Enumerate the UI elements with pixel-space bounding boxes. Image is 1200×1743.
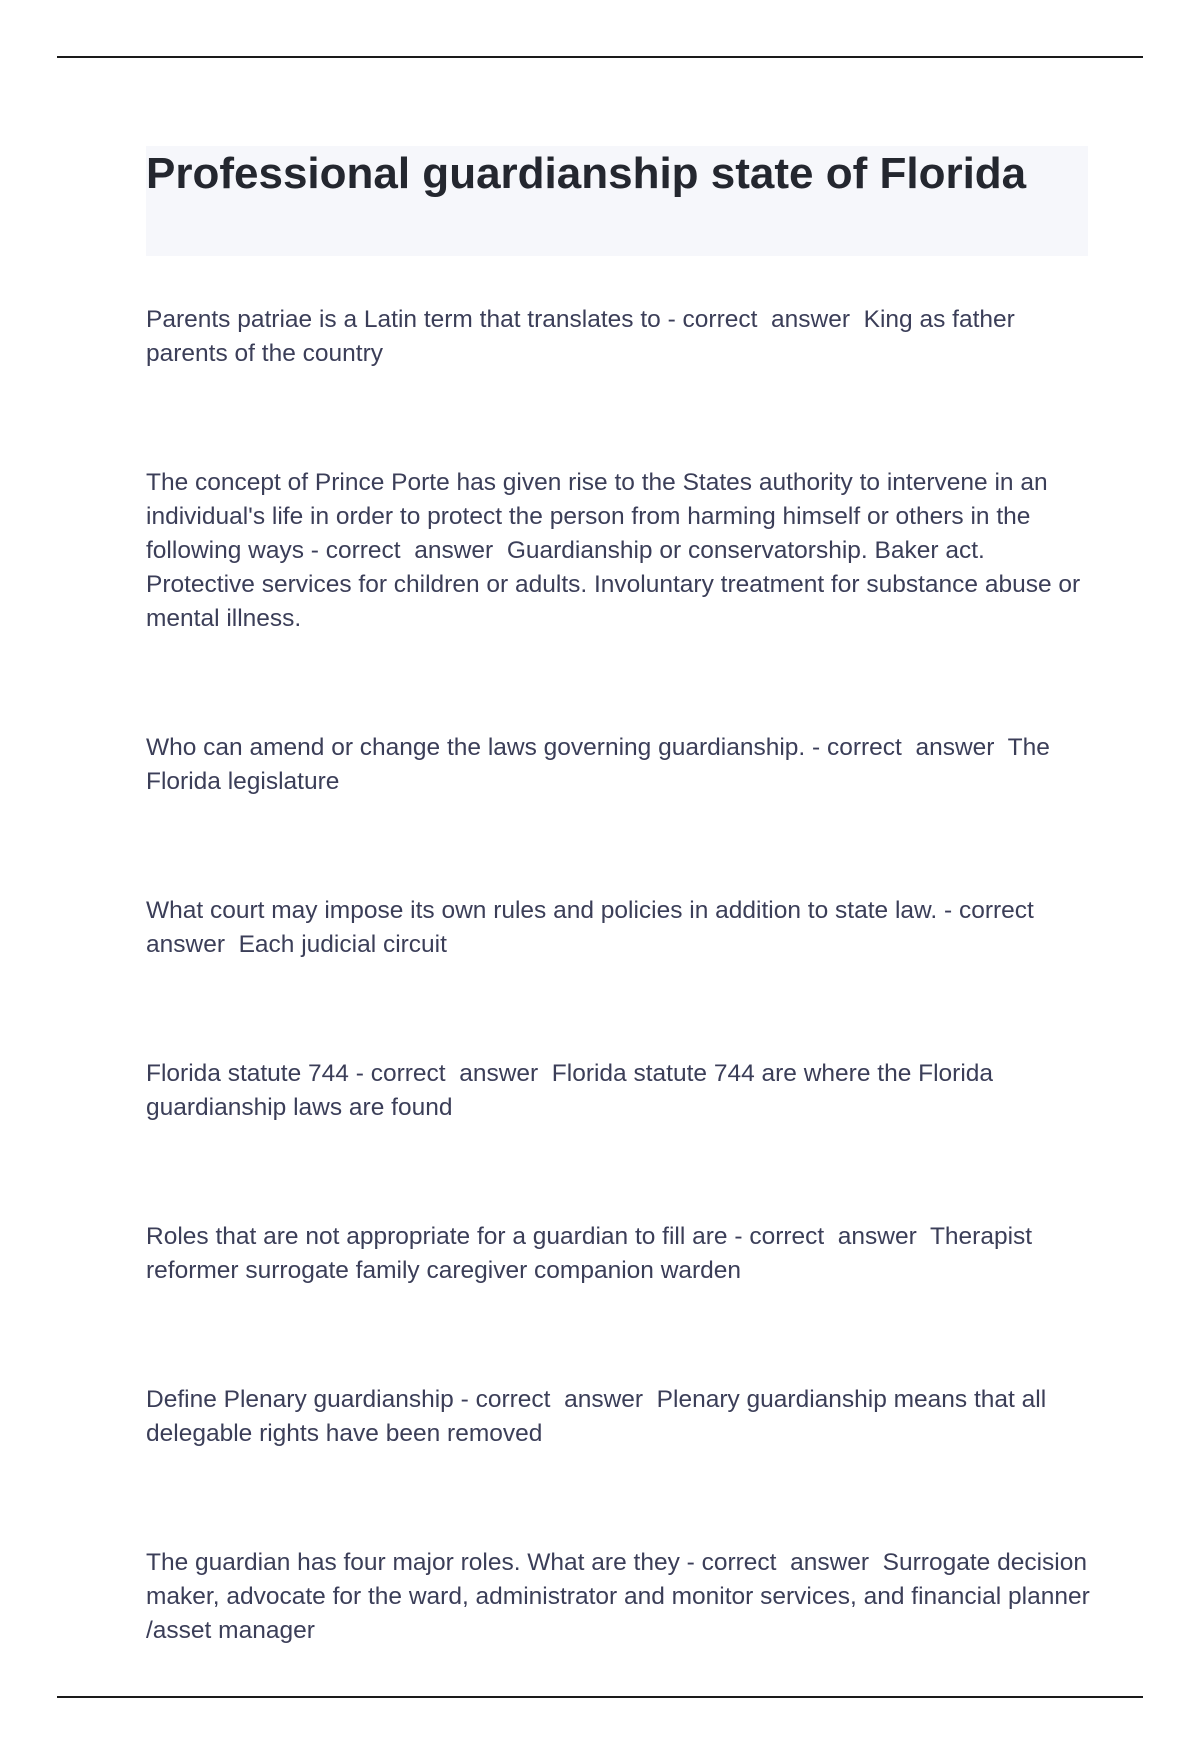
qa-item: Define Plenary guardianship - correct answer Plenary guardianship means that all delegable rights have been removed <box>146 1386 1053 1447</box>
qa-item: Roles that are not appropriate for a guardian to fill are - correct answer Therapist reformer surrogate family caregiver companion warden <box>146 1223 1039 1284</box>
qa-item: What court may impose its own rules and policies in addition to state law. - correct answer Each judicial circuit <box>146 897 1048 958</box>
qa-item: Who can amend or change the laws governing guardianship. - correct answer The Florida legislature <box>146 734 1057 795</box>
qa-item: The concept of Prince Porte has given rise to the States authority to intervene in an individual's life in order to protect the person from harming himself or others in the following ways - correct answer Guardianship or conservatorship. Baker act. Protective services for children or adults. Involuntary treatment for substance abuse or mental illness. <box>146 469 1087 632</box>
top-rule <box>57 56 1143 58</box>
document-title: Professional guardianship state of Florida <box>146 149 1027 198</box>
qa-list <box>146 303 1096 1743</box>
qa-item: Parents patriae is a Latin term that translates to - correct answer King as father parents of the country <box>146 306 1022 367</box>
qa-item: Florida statute 744 - correct answer Florida statute 744 are where the Florida guardianship laws are found <box>146 1060 1000 1121</box>
qa-item: The guardian has four major roles. What are they - correct answer Surrogate decision maker, advocate for the ward, administrator and monitor services, and financial planner /asset manager <box>146 1549 1097 1644</box>
bottom-rule <box>57 1696 1143 1698</box>
